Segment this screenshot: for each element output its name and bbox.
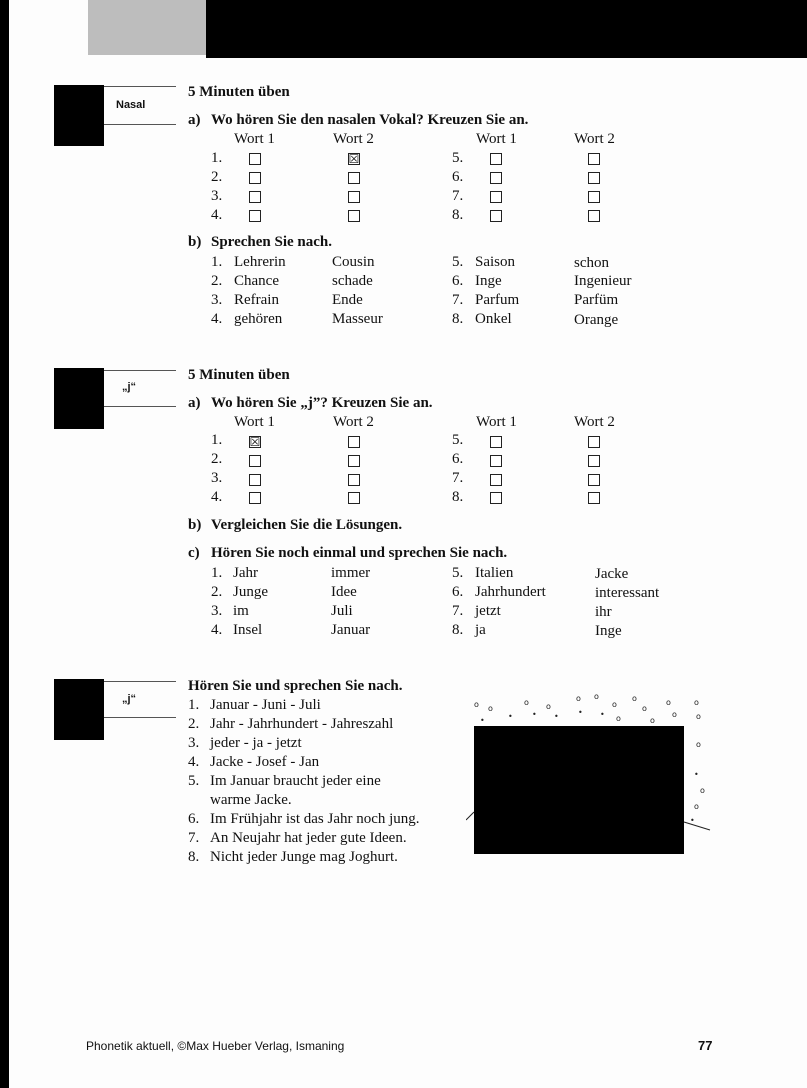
sentence: Januar - Juni - Juli [210,697,321,713]
tab-label-j: „j“ [122,381,137,393]
tab-rule [104,717,176,718]
item-number: 8. [452,622,464,638]
checkbox[interactable] [249,172,261,184]
section-tab-box-j [54,368,104,429]
col-header-wort1: Wort 1 [476,414,517,430]
col-header-wort2: Wort 2 [333,131,374,147]
checkbox[interactable] [490,474,502,486]
word: Jacke [595,566,629,582]
checkbox[interactable] [249,191,261,203]
word: Inge [475,273,502,289]
word: Ingenieur [574,273,632,289]
checkbox[interactable] [348,191,360,203]
header-black-bar [206,0,807,58]
word: Inge [595,623,622,639]
checkbox[interactable] [490,191,502,203]
checkbox[interactable] [249,153,261,165]
col-header-wort1: Wort 1 [234,131,275,147]
tab-rule [104,86,176,87]
line-number: 1. [188,697,200,713]
item-number: 4. [211,311,223,327]
item-number: 2. [211,273,223,289]
checkbox[interactable] [348,210,360,222]
checkbox[interactable] [490,172,502,184]
item-number: 7. [452,292,464,308]
word: Parfum [475,292,520,308]
word: Junge [233,584,268,600]
exercise-1a-title: Wo hören Sie den nasalen Vokal? Kreuzen Sie an. [211,112,529,128]
word: interessant [595,585,660,601]
exercise-2c-label: c) [188,545,200,561]
col-header-wort1: Wort 1 [476,131,517,147]
row-number: 5. [452,432,464,448]
tab-rule [104,406,176,407]
checkbox[interactable] [249,474,261,486]
tab-rule [104,370,176,371]
snow-illustration: o o • o • o • o o • • o o o o o o o o o • o • o o • [474,692,705,825]
row-number: 1. [211,150,223,166]
tab-label-nasal: Nasal [116,99,146,111]
checkbox[interactable] [490,436,502,448]
row-number: 4. [211,489,223,505]
item-number: 3. [211,603,223,619]
item-number: 2. [211,584,223,600]
checkbox[interactable] [490,210,502,222]
section1-heading: 5 Minuten üben [188,84,290,100]
sentence-continuation: warme Jacke. [210,792,292,808]
sentence: An Neujahr hat jeder gute Ideen. [210,830,407,846]
sentence: Jahr - Jahrhundert - Jahreszahl [210,716,394,732]
word: Ende [332,292,363,308]
checkbox[interactable] [348,474,360,486]
row-number: 4. [211,207,223,223]
checkbox[interactable] [348,436,360,448]
sentence: Im Januar braucht jeder eine [210,773,381,789]
word: Idee [331,584,357,600]
line-number: 4. [188,754,200,770]
checkbox[interactable] [249,492,261,504]
word: ihr [595,604,612,620]
illustration-lines [466,800,716,840]
exercise-1a-label: a) [188,112,201,128]
checkbox[interactable] [588,172,600,184]
exercise-1b-label: b) [188,234,202,250]
sentence: Im Frühjahr ist das Jahr noch jung. [210,811,420,827]
checkbox[interactable] [588,436,600,448]
checkbox[interactable] [348,455,360,467]
row-number: 8. [452,207,464,223]
line-number: 3. [188,735,200,751]
header-gray-block [88,0,206,55]
checkbox-checked[interactable]: ☒ [249,435,261,449]
item-number: 1. [211,254,223,270]
exercise-2a-title: Wo hören Sie „j”? Kreuzen Sie an. [211,395,433,411]
checkbox[interactable] [588,455,600,467]
footer-credit: Phonetik aktuell, ©Max Hueber Verlag, Ismaning [86,1039,345,1053]
sentence: Nicht jeder Junge mag Joghurt. [210,849,398,865]
row-number: 2. [211,451,223,467]
item-number: 3. [211,292,223,308]
checkbox[interactable] [348,492,360,504]
word: Juli [331,603,353,619]
word: Chance [234,273,279,289]
exercise-1b-title: Sprechen Sie nach. [211,234,332,250]
row-number: 8. [452,489,464,505]
word: schon [574,255,609,271]
tab-rule [104,124,176,125]
col-header-wort2: Wort 2 [333,414,374,430]
item-number: 5. [452,565,464,581]
word: schade [332,273,373,289]
line-number: 2. [188,716,200,732]
row-number: 7. [452,188,464,204]
word: jetzt [475,603,501,619]
word: Jahrhundert [475,584,546,600]
word: Saison [475,254,516,270]
item-number: 8. [452,311,464,327]
row-number: 3. [211,188,223,204]
section3-heading: Hören Sie und sprechen Sie nach. [188,678,403,694]
line-number: 7. [188,830,200,846]
checkbox[interactable] [490,153,502,165]
word: ja [475,622,486,638]
checkbox[interactable] [348,172,360,184]
checkbox-checked[interactable]: ☒ [348,152,360,166]
page-edge-bar [0,0,9,1088]
checkbox[interactable] [588,492,600,504]
item-number: 6. [452,273,464,289]
col-header-wort2: Wort 2 [574,414,615,430]
checkbox[interactable] [588,210,600,222]
item-number: 7. [452,603,464,619]
tab-label-j-2: „j“ [122,693,137,705]
sentence: jeder - ja - jetzt [210,735,302,751]
item-number: 6. [452,584,464,600]
row-number: 3. [211,470,223,486]
row-number: 5. [452,150,464,166]
word: im [233,603,249,619]
page-number: 77 [698,1038,713,1053]
word: Cousin [332,254,375,270]
item-number: 5. [452,254,464,270]
line-number: 6. [188,811,200,827]
word: Orange [574,312,619,328]
line-number: 5. [188,773,200,789]
word: Onkel [475,311,512,327]
word: Refrain [234,292,279,308]
item-number: 1. [211,565,223,581]
word: Jahr [233,565,258,581]
exercise-2a-label: a) [188,395,201,411]
row-number: 2. [211,169,223,185]
item-number: 4. [211,622,223,638]
exercise-2b-title: Vergleichen Sie die Lösungen. [211,517,403,533]
checkbox[interactable] [249,455,261,467]
word: Italien [475,565,514,581]
word: Parfüm [574,292,619,308]
checkbox[interactable] [490,492,502,504]
word: Lehrerin [234,254,286,270]
row-number: 6. [452,451,464,467]
row-number: 1. [211,432,223,448]
checkbox[interactable] [588,153,600,165]
section2-heading: 5 Minuten üben [188,367,290,383]
section-tab-box-j-2 [54,679,104,740]
col-header-wort2: Wort 2 [574,131,615,147]
checkbox[interactable] [588,191,600,203]
checkbox[interactable] [588,474,600,486]
checkbox[interactable] [490,455,502,467]
col-header-wort1: Wort 1 [234,414,275,430]
exercise-2c-title: Hören Sie noch einmal und sprechen Sie nach. [211,545,508,561]
sentence: Jacke - Josef - Jan [210,754,320,770]
tab-rule [104,681,176,682]
word: Masseur [332,311,383,327]
word: Januar [331,622,371,638]
word: Insel [233,622,263,638]
row-number: 7. [452,470,464,486]
checkbox[interactable] [249,210,261,222]
word: gehören [234,311,283,327]
row-number: 6. [452,169,464,185]
line-number: 8. [188,849,200,865]
section-tab-box-nasal [54,85,104,146]
exercise-2b-label: b) [188,517,202,533]
word: immer [331,565,371,581]
